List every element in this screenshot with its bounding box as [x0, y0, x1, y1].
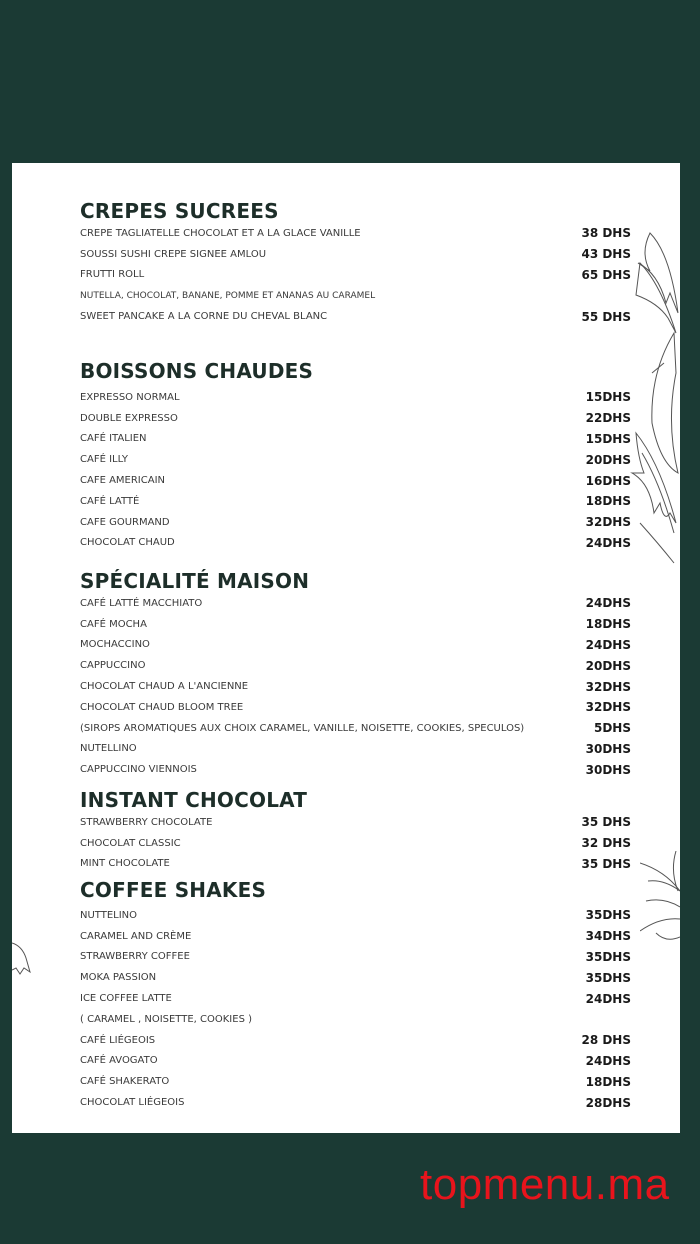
- menu-item: [80, 533, 640, 554]
- menu-item: [80, 449, 640, 470]
- item-name: CAFÉ LATTÉ: [80, 495, 140, 507]
- menu-item-description: [80, 285, 640, 306]
- menu-item: [80, 812, 640, 833]
- item-price: 35 DHS: [581, 815, 631, 830]
- section-title: CREPES SUCREES: [80, 199, 279, 223]
- section-specialite-maison: [80, 569, 640, 780]
- item-price: 24DHS: [585, 1053, 631, 1068]
- item-price: 28 DHS: [581, 1033, 631, 1048]
- menu-item: [80, 718, 640, 739]
- item-name: SOUSSI SUSHI CREPE SIGNEE AMLOU: [80, 248, 267, 260]
- item-name: CAFÉ ITALIEN: [80, 433, 147, 445]
- menu-card: [12, 163, 680, 1133]
- menu-item: [80, 635, 640, 656]
- item-price: 24DHS: [585, 637, 631, 652]
- item-price: 16DHS: [585, 473, 631, 488]
- item-price: 20DHS: [585, 658, 631, 673]
- leaf-decoration-icon: [12, 938, 32, 978]
- item-name: CAFÉ LIÉGEOIS: [80, 1034, 156, 1046]
- menu-item-description: [80, 1009, 640, 1030]
- item-price: 38 DHS: [581, 226, 631, 241]
- menu-item: [80, 1030, 640, 1051]
- item-name: CHOCOLAT CHAUD A L'ANCIENNE: [80, 681, 249, 693]
- menu-item: [80, 512, 640, 533]
- item-name: EXPRESSO NORMAL: [80, 391, 180, 403]
- menu-item: [80, 223, 640, 244]
- menu-item: [80, 408, 640, 429]
- menu-item: [80, 470, 640, 491]
- item-description: ( CARAMEL , NOISETTE, COOKIES ): [80, 1013, 253, 1025]
- menu-item: [80, 1092, 640, 1113]
- menu-item: [80, 265, 640, 286]
- section-title: COFFEE SHAKES: [80, 878, 267, 902]
- menu-item: [80, 593, 640, 614]
- menu-item: [80, 988, 640, 1009]
- item-name: MOKA PASSION: [80, 972, 157, 984]
- item-name: CHOCOLAT CHAUD BLOOM TREE: [80, 701, 244, 713]
- menu-item: [80, 387, 640, 408]
- item-price: 20DHS: [585, 452, 631, 467]
- item-price: 5DHS: [594, 721, 631, 736]
- item-price: 35DHS: [585, 908, 631, 923]
- item-name: CAFE GOURMAND: [80, 516, 170, 528]
- item-price: 32 DHS: [581, 836, 631, 851]
- item-price: 24DHS: [585, 535, 631, 550]
- item-price: 65 DHS: [581, 267, 631, 282]
- section-title: SPÉCIALITÉ MAISON: [80, 569, 310, 593]
- menu-item: [80, 655, 640, 676]
- item-price: 24DHS: [585, 991, 631, 1006]
- item-name: FRUTTI ROLL: [80, 269, 145, 281]
- item-name: (SIROPS AROMATIQUES AUX CHOIX CARAMEL, VANILLE, NOISETTE, COOKIES, SPECULOS): [80, 722, 525, 734]
- item-price: 35DHS: [585, 949, 631, 964]
- menu-item: [80, 676, 640, 697]
- menu-item: [80, 697, 640, 718]
- menu-item: [80, 614, 640, 635]
- item-name: CAFÉ SHAKERATO: [80, 1076, 170, 1088]
- item-name: CHOCOLAT CLASSIC: [80, 837, 181, 849]
- item-name: CHOCOLAT LIÉGEOIS: [80, 1097, 185, 1109]
- section-title: BOISSONS CHAUDES: [80, 359, 314, 383]
- menu-item: [80, 759, 640, 780]
- item-name: STRAWBERRY CHOCOLATE: [80, 816, 213, 828]
- menu-item: [80, 905, 640, 926]
- item-price: 15DHS: [585, 431, 631, 446]
- item-price: 22DHS: [585, 411, 631, 426]
- item-name: CAFÉ ILLY: [80, 454, 128, 466]
- item-description: NUTELLA, CHOCOLAT, BANANE, POMME ET ANANAS AU CARAMEL: [80, 290, 376, 301]
- item-price: 43 DHS: [581, 247, 631, 262]
- item-name: ICE COFFEE LATTE: [80, 993, 172, 1005]
- item-price: 32DHS: [585, 700, 631, 715]
- item-price: 34DHS: [585, 929, 631, 944]
- item-name: NUTELLINO: [80, 743, 137, 755]
- menu-item: [80, 1071, 640, 1092]
- section-title: INSTANT CHOCOLAT: [80, 788, 308, 812]
- menu-item: [80, 854, 640, 875]
- item-name: CAFE AMERICAIN: [80, 475, 166, 487]
- item-name: CAPPUCCINO VIENNOIS: [80, 764, 197, 776]
- menu-item: [80, 306, 640, 327]
- item-name: MOCHACCINO: [80, 639, 150, 651]
- watermark: topmenu.ma: [420, 1160, 670, 1209]
- menu-item: [80, 244, 640, 265]
- section-coffee-shakes: [80, 878, 640, 1113]
- item-name: CREPE TAGLIATELLE CHOCOLAT ET A LA GLACE VANILLE: [80, 227, 361, 239]
- item-price: 35 DHS: [581, 856, 631, 871]
- item-price: 15DHS: [585, 390, 631, 405]
- item-name: SWEET PANCAKE A LA CORNE DU CHEVAL BLANC: [80, 311, 328, 323]
- item-price: 55 DHS: [581, 309, 631, 324]
- menu-item: [80, 833, 640, 854]
- section-boissons-chaudes: [80, 359, 640, 553]
- item-price: 24DHS: [585, 596, 631, 611]
- item-name: CAFÉ AVOGATO: [80, 1055, 158, 1067]
- item-price: 32DHS: [585, 515, 631, 530]
- item-name: CHOCOLAT CHAUD: [80, 537, 175, 549]
- item-name: CARAMEL AND CRÈME: [80, 930, 192, 942]
- menu-item: [80, 947, 640, 968]
- item-price: 30DHS: [585, 741, 631, 756]
- item-name: CAPPUCCINO: [80, 660, 146, 672]
- menu-item: [80, 739, 640, 760]
- item-price: 30DHS: [585, 762, 631, 777]
- item-name: CAFÉ MOCHA: [80, 618, 147, 630]
- menu-item: [80, 967, 640, 988]
- item-price: 18DHS: [585, 1074, 631, 1089]
- section-crepes-sucrees: [80, 199, 640, 327]
- menu-item: [80, 429, 640, 450]
- menu-item: [80, 926, 640, 947]
- item-name: MINT CHOCOLATE: [80, 858, 170, 870]
- item-price: 18DHS: [585, 494, 631, 509]
- item-price: 32DHS: [585, 679, 631, 694]
- item-name: STRAWBERRY COFFEE: [80, 951, 190, 963]
- item-price: 18DHS: [585, 617, 631, 632]
- item-name: NUTTELINO: [80, 909, 138, 921]
- section-instant-chocolat: [80, 788, 640, 874]
- leaf-decoration-icon: [640, 851, 680, 946]
- menu-item: [80, 491, 640, 512]
- item-name: CAFÉ LATTÉ MACCHIATO: [80, 597, 203, 609]
- item-price: 35DHS: [585, 970, 631, 985]
- menu-item: [80, 1051, 640, 1072]
- item-price: 28DHS: [585, 1095, 631, 1110]
- item-name: DOUBLE EXPRESSO: [80, 412, 178, 424]
